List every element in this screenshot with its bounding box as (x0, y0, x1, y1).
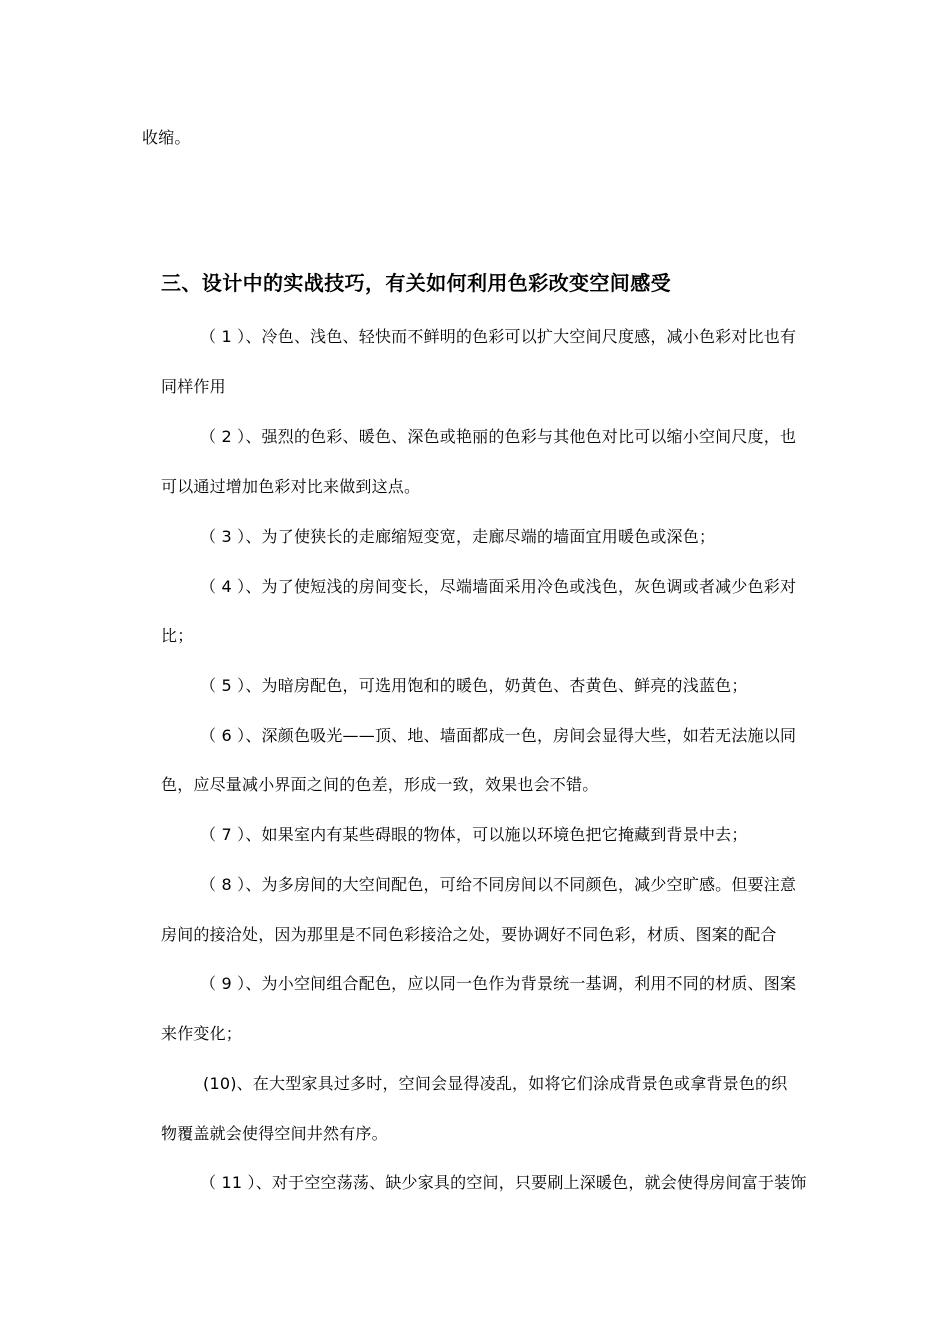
paragraph-line: 物覆盖就会使得空间井然有序。 (161, 1124, 388, 1143)
paragraph-line: 房间的接洽处，因为那里是不同色彩接洽之处，要协调好不同色彩，材质、图案的配合 (161, 925, 777, 944)
section-title: 三、设计中的实战技巧，有关如何利用色彩改变空间感受 (161, 271, 671, 295)
paragraph-line: （ 7 ）、如果室内有某些碍眼的物体，可以施以环境色把它掩藏到背景中去； (200, 825, 748, 844)
paragraph-line: （ 8 ）、为多房间的大空间配色，可给不同房间以不同颜色，减少空旷感。但要注意 (200, 875, 797, 894)
paragraph-line: （ 2 ）、强烈的色彩、暖色、深色或艳丽的色彩与其他色对比可以缩小空间尺度，也 (200, 427, 797, 446)
paragraph-line: 来作变化； (161, 1024, 243, 1043)
paragraph-line: （ 5 ）、为暗房配色，可选用饱和的暖色，奶黄色、杏黄色、鲜亮的浅蓝色； (200, 676, 748, 695)
paragraph-line: 同样作用 (161, 377, 226, 396)
paragraph-line: （ 6 ）、深颜色吸光——顶、地、墙面都成一色，房间会显得大些，如若无法施以同 (200, 726, 797, 745)
paragraph-line: 色，应尽量减小界面之间的色差，形成一致，效果也会不错。 (161, 775, 599, 794)
paragraph-line: 可以通过增加色彩对比来做到这点。 (161, 477, 421, 496)
paragraph-line: 比； (161, 626, 194, 645)
paragraph-line: （ 4 ）、为了使短浅的房间变长，尽端墙面采用冷色或浅色，灰色调或者减少色彩对 (200, 577, 797, 596)
paragraph-line: （ 3 ）、为了使狭长的走廊缩短变宽，走廊尽端的墙面宜用暖色或深色； (200, 527, 716, 546)
paragraph-line: （ 1 ）、冷色、浅色、轻快而不鲜明的色彩可以扩大空间尺度感，减小色彩对比也有 (200, 327, 797, 346)
intro-tail: 收缩。 (142, 128, 191, 147)
paragraph-line: （ 9 ）、为小空间组合配色，应以同一色作为背景统一基调，利用不同的材质、图案 (200, 974, 797, 993)
paragraph-line: (10)、在大型家具过多时，空间会显得凌乱，如将它们涂成背景色或拿背景色的织 (203, 1074, 788, 1093)
paragraph-line: （ 11 ）、对于空空荡荡、缺少家具的空间，只要刷上深暖色，就会使得房间富于装饰 (200, 1173, 807, 1192)
